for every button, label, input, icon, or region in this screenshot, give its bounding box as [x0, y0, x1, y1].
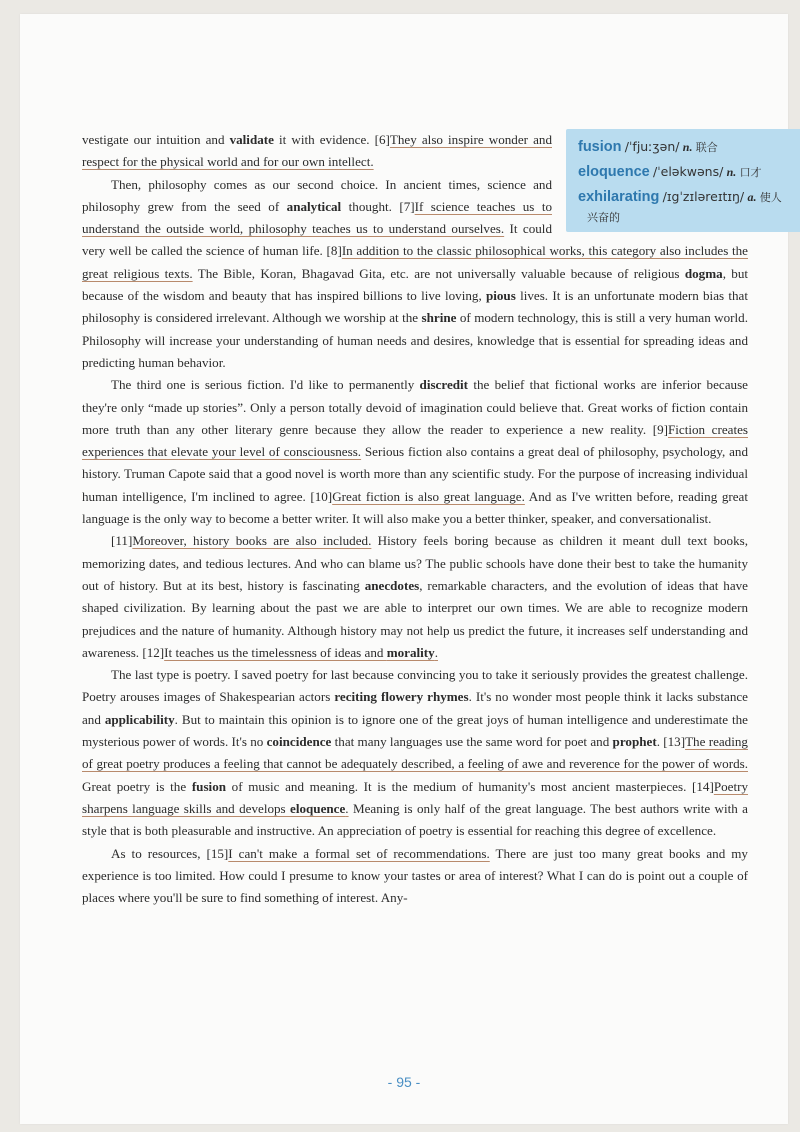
- text-run: . But to maintain this opinion is to ignore one of the great joys of human intelligence and underestimate the mysterious power of words. It's no: [82, 711, 748, 750]
- text-run: [11]: [111, 533, 133, 549]
- text-run: the belief that fictional works are inferior because they're only “made up stories”. Only a person totally devoid of imagination could believe that. Great works of fiction contain more truth than any other literary genre because they allow the reader to experience a new reality. [9]: [82, 377, 748, 437]
- paragraph: [82, 664, 748, 842]
- highlighted-sentence: The reading of great poetry produces a feeling that cannot be adequately described, a feeling of awe and reverence for the power of words.: [82, 734, 748, 772]
- paragraph: [82, 843, 748, 910]
- text-run: thought. [7]: [341, 198, 415, 214]
- glossary-meaning: 使人: [759, 191, 782, 204]
- text-run: of modern technology, this is still a very human world. Philosophy will increase your understanding of human needs and desires, knowledge that is essential for spreading ideas and predicting human behavior.: [82, 310, 749, 370]
- keyword: dogma: [684, 265, 723, 281]
- highlighted-sentence: Fiction creates experiences that elevate your level of consciousness.: [82, 421, 748, 460]
- text-run: The Bible, Koran, Bhagavad Gita, etc. are not universally valuable because of religious: [192, 265, 685, 281]
- highlighted-sentence: Poetry sharpens language skills and develops: [82, 778, 749, 816]
- text-run: As to resources, [15]: [111, 845, 229, 861]
- highlighted-sentence: If science teaches us to understand the outside world, philosophy teaches us to understand ourselves.: [82, 198, 552, 237]
- highlighted-sentence: .: [434, 644, 438, 660]
- keyword: applicability: [104, 711, 175, 727]
- glossary-entry: [578, 135, 794, 160]
- glossary-meaning-continued: 兴奋的: [587, 211, 620, 224]
- text-run: of music and meaning. It is the medium of humanity's most ancient masterpieces. [14]: [226, 778, 714, 794]
- highlighted-sentence: Great fiction is also great language.: [332, 488, 525, 504]
- glossary-word: eloquence: [578, 164, 650, 180]
- text-run: , but because of the wisdom and beauty that has inspired billions to live loving,: [82, 265, 749, 304]
- keyword: shrine: [421, 310, 457, 326]
- text-run: Serious fiction also contains a great deal of philosophy, psychology, and history. Truman Capote said that a good novel is worth more than any scientific study. For the purpose of increasing individual human intelligence, I'm inclined to agree. [10]: [82, 444, 748, 504]
- keyword: reciting flowery rhymes: [334, 689, 469, 705]
- highlighted-sentence: Moreover, history books are also included.: [132, 533, 372, 549]
- glossary-meaning: 联合: [695, 141, 718, 154]
- keyword: validate: [229, 132, 274, 147]
- glossary-entry: [578, 185, 794, 210]
- highlighted-sentence: I can't make a formal set of recommendations.: [228, 845, 490, 861]
- text-run: The third one is serious fiction. I'd like to permanently: [111, 377, 420, 393]
- keyword: anecdotes: [364, 577, 420, 593]
- text-run: Great poetry is the: [82, 778, 192, 794]
- text-run: , remarkable characters, and the evolution of ideas that have shaped civilization. By learning about the past we are able to interpret our own times. We are able to recognize modern prejudices and the nature of humanity. Although history may not help us predict the future, it increases self understanding and awareness. [12]: [82, 577, 748, 660]
- glossary-pronunciation: /ɪgˈzɪləreɪtɪŋ/: [662, 189, 745, 204]
- text-run: There are just too many great books and my experience is too limited. How could I presume to know your tastes or area of interest? What I can do is point out a couple of places where you'll be sure to find something of interest. Any-: [82, 845, 748, 906]
- page-number: - 95 -: [387, 1074, 421, 1090]
- glossary-entry-continued: [578, 208, 794, 226]
- highlighted-sentence: They also inspire wonder and respect for the physical world and for our own intellect.: [82, 132, 552, 170]
- paragraph: [82, 374, 748, 530]
- text-run: it with evidence. [6]: [273, 132, 390, 147]
- paragraph: [82, 530, 748, 664]
- highlighted-sentence: In addition to the classic philosophical works, this category also includes the great religious texts.: [82, 243, 748, 281]
- article-body: [82, 129, 782, 909]
- highlighted-sentence: It teaches us the timelessness of ideas and: [164, 644, 387, 660]
- highlighted-sentence: .: [345, 800, 349, 816]
- document-page: [20, 14, 788, 1124]
- text-run: History feels boring because as children it meant dull text books, memorizing dates, and tedious lectures. And who can blame us? The public schools have done their best to take the humanity out of history. But at its best, history is fascinating: [82, 533, 748, 593]
- glossary-part-of-speech: n.: [682, 140, 693, 154]
- text-run: It could very well be called the science of human life. [8]: [82, 221, 552, 259]
- text-run: that many languages use the same word for poet and: [331, 734, 613, 750]
- keyword: coincidence: [266, 734, 332, 750]
- text-run: Then, philosophy comes as our second choice. In ancient times, science and philosophy grew from the seed of: [82, 176, 552, 214]
- glossary-pronunciation: /ˈfjuːʒən/: [624, 139, 680, 154]
- glossary-part-of-speech: n.: [726, 165, 737, 179]
- text-run: The last type is poetry. I saved poetry for last because convincing you to take it seriously provides the greatest challenge. Poetry arouses images of Shakespearian actors: [82, 667, 748, 705]
- text-run: Meaning is only half of the great language. The best authors write with a style that is both pleasurable and instructive. An appreciation of poetry is essential for reaching this degree of excellence.: [82, 800, 748, 839]
- vocabulary-sidebar: [566, 129, 800, 232]
- glossary-word: fusion: [578, 139, 622, 155]
- keyword: prophet: [612, 734, 657, 750]
- glossary-word: exhilarating: [578, 189, 660, 205]
- text-run: vestigate our intuition and: [82, 132, 230, 147]
- text-run: . [13]: [656, 734, 686, 750]
- keyword: analytical: [286, 198, 342, 214]
- keyword: fusion: [191, 778, 227, 794]
- keyword: pious: [485, 288, 516, 304]
- text-run: And as I've written before, reading great language is the only way to become a better writer. It will also make you a better thinker, speaker, and conversationalist.: [82, 488, 749, 527]
- highlighted-sentence: morality: [386, 644, 435, 660]
- text-run: lives. It is an unfortunate modern bias that philosophy is considered irrelevant. Although we worship at the: [82, 288, 748, 326]
- glossary-meaning: 口才: [739, 166, 762, 179]
- glossary-entry: [578, 160, 794, 185]
- keyword: discredit: [419, 377, 469, 393]
- glossary-pronunciation: /ˈeləkwəns/: [653, 164, 724, 179]
- text-run: . It's no wonder most people think it lacks substance and: [82, 689, 748, 727]
- highlighted-sentence: eloquence: [290, 800, 346, 816]
- glossary-part-of-speech: a.: [747, 190, 757, 204]
